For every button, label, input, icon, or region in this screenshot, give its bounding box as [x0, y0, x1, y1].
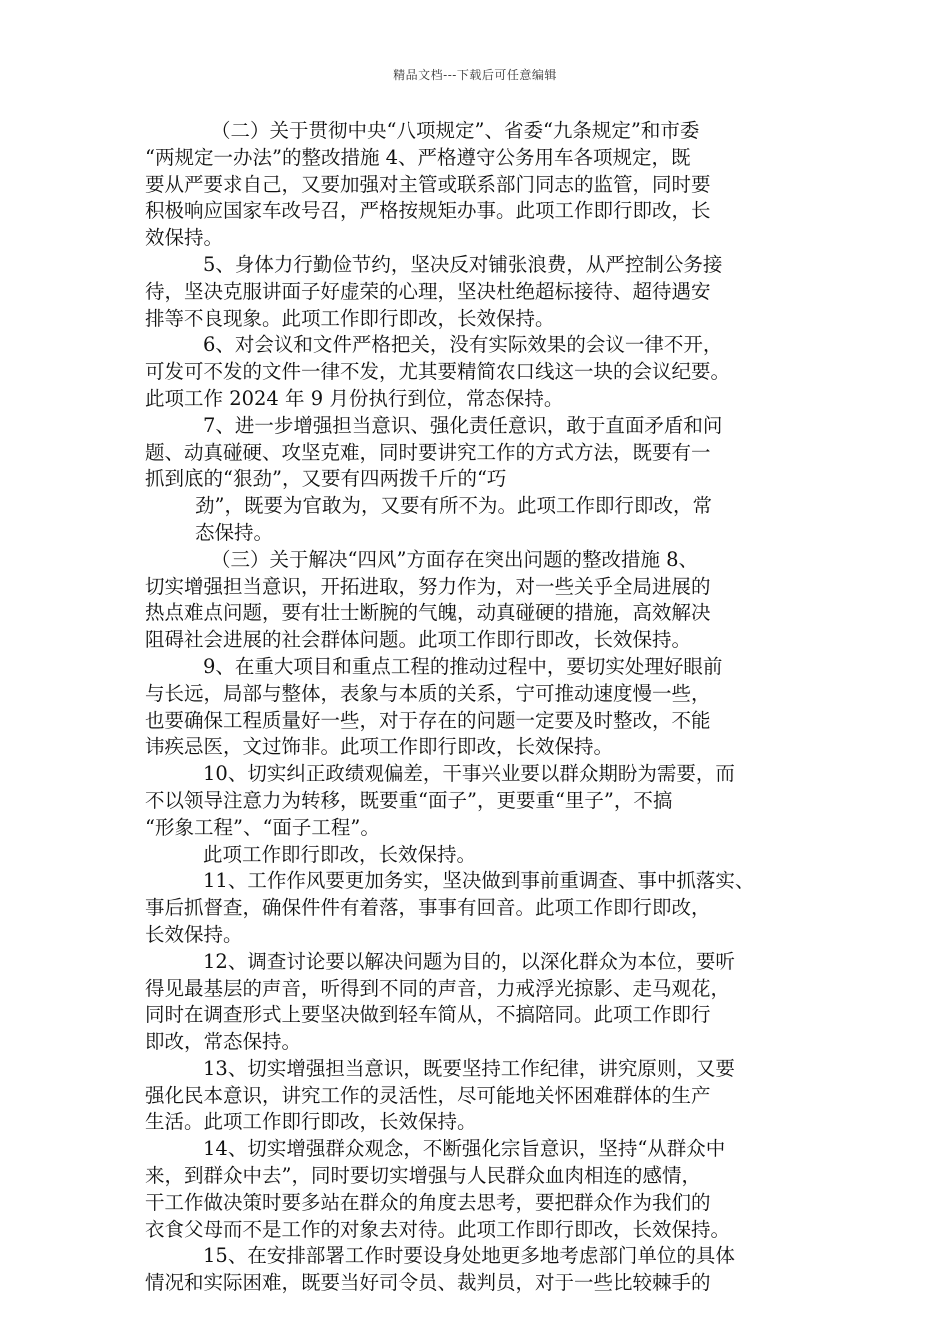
paragraph-start: 15、在安排部署工作时要设身处地更多地考虑部门单位的具体	[203, 1244, 735, 1268]
section-heading: （三）关于解决“四风”方面存在突出问题的整改措施 8、	[211, 547, 699, 571]
text-line: 事后抓督查，确保件件有着落，事事有回音。此项工作即行即改，	[145, 896, 711, 920]
text-line: 题、动真碰硬、攻坚克难，同时要讲究工作的方式方法，既要有一	[145, 440, 711, 464]
text-line: 阻碍社会进展的社会群体问题。此项工作即行即改，长效保持。	[145, 628, 692, 652]
text-line: 要从严要求自己，又要加强对主管或联系部门同志的监管，同时要	[145, 172, 711, 196]
text-line: 劲”，既要为官敢为，又要有所不为。此项工作即行即改，常	[195, 494, 712, 518]
page-header: 精品文档---下载后可任意编辑	[393, 68, 557, 82]
text-line: 同时在调查形式上要坚决做到轻车简从，不搞陪同。此项工作即行	[145, 1003, 711, 1027]
paragraph-start: 此项工作即行即改，长效保持。	[203, 842, 477, 866]
text-line: “两规定一办法”的整改措施 4、严格遵守公务用车各项规定，既	[145, 145, 691, 169]
text-line: 长效保持。	[145, 922, 243, 946]
text-line: 讳疾忌医，文过饰非。此项工作即行即改，长效保持。	[145, 735, 614, 759]
text-line: 态保持。	[195, 520, 274, 544]
paragraph-start: 7、进一步增强担当意识、强化责任意识，敢于直面矛盾和问	[203, 413, 723, 437]
text-line: 即改，常态保持。	[145, 1030, 302, 1054]
text-line: 待，坚决克服讲面子好虚荣的心理，坚决杜绝超标接待、超待遇安	[145, 279, 711, 303]
paragraph-start: 6、对会议和文件严格把关，没有实际效果的会议一律不开，	[203, 333, 723, 357]
text-line: 抓到底的“狠劲”，又要有四两拨千斤的“巧	[145, 467, 507, 491]
paragraph-start: 9、在重大项目和重点工程的推动过程中，要切实处理好眼前	[203, 654, 723, 678]
paragraph-start: 14、切实增强群众观念，不断强化宗旨意识，坚持“从群众中	[203, 1137, 726, 1161]
text-line: 排等不良现象。此项工作即行即改，长效保持。	[145, 306, 555, 330]
paragraph-start: 13、切实增强担当意识，既要坚持工作纪律，讲究原则，又要	[203, 1056, 735, 1080]
text-line: 干工作做决策时要多站在群众的角度去思考，要把群众作为我们的	[145, 1190, 711, 1214]
paragraph-start: 10、切实纠正政绩观偏差，干事兴业要以群众期盼为需要，而	[203, 762, 735, 786]
text-line: 来，到群众中去”，同时要切实增强与人民群众血肉相连的感情，	[145, 1164, 701, 1188]
text-line: 效保持。	[145, 226, 224, 250]
document-body	[145, 118, 825, 1297]
paragraph-start: 12、调查讨论要以解决问题为目的，以深化群众为本位，要听	[203, 949, 735, 973]
paragraph-start: 5、身体力行勤俭节约，坚决反对铺张浪费，从严控制公务接	[203, 252, 723, 276]
paragraph-start: 11、工作作风要更加务实，坚决做到事前重调查、事中抓落实、	[203, 869, 755, 893]
text-line: 切实增强担当意识，开拓进取，努力作为，对一些关乎全局进展的	[145, 574, 711, 598]
text-line: 也要确保工程质量好一些，对于存在的问题一定要及时整改，不能	[145, 708, 711, 732]
text-line: 积极响应国家车改号召，严格按规矩办事。此项工作即行即改，长	[145, 199, 711, 223]
text-line: 可发可不发的文件一律不发，尤其要精简农口线这一块的会议纪要。	[145, 360, 731, 384]
text-line: 情况和实际困难，既要当好司令员、裁判员，对于一些比较棘手的	[145, 1271, 711, 1295]
text-line: 与长远，局部与整体，表象与本质的关系，宁可推动速度慢一些，	[145, 681, 711, 705]
text-line: 此项工作 2024 年 9 月份执行到位，常态保持。	[145, 386, 564, 410]
text-line: 强化民本意识，讲究工作的灵活性，尽可能地关怀困难群体的生产	[145, 1083, 711, 1107]
text-line: “形象工程”、“面子工程”。	[145, 815, 380, 839]
text-line: 衣食父母而不是工作的对象去对待。此项工作即行即改，长效保持。	[145, 1217, 731, 1241]
text-line: 不以领导注意力为转移，既要重“面子”，更要重“里子”，不搞	[145, 788, 673, 812]
text-line: 生活。此项工作即行即改，长效保持。	[145, 1110, 477, 1134]
text-line: 热点难点问题，要有壮士断腕的气魄，动真碰硬的措施，高效解决	[145, 601, 711, 625]
text-line: 得见最基层的声音，听得到不同的声音，力戒浮光掠影、走马观花，	[145, 976, 731, 1000]
section-heading: （二）关于贯彻中央“八项规定”、省委“九条规定”和市委	[211, 119, 700, 142]
